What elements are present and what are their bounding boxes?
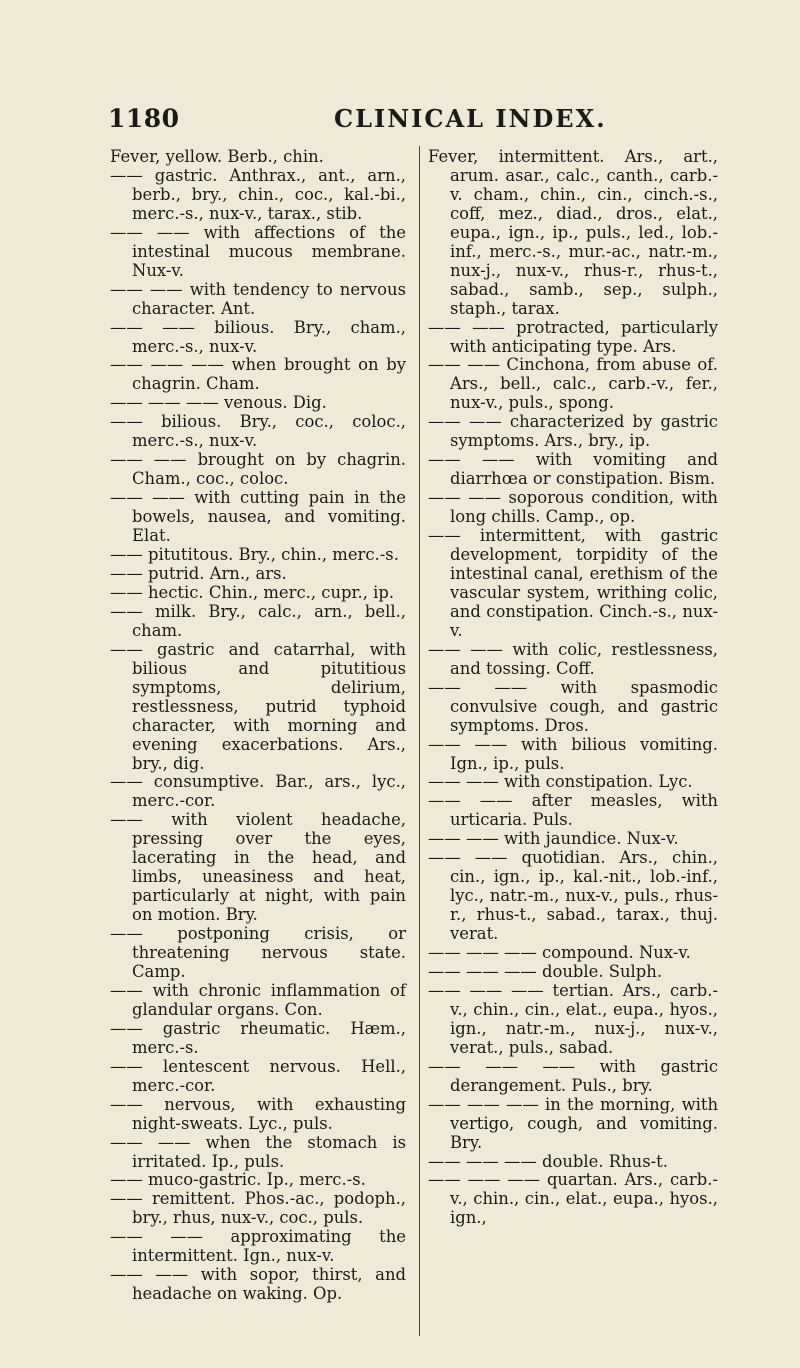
index-entry: —— —— with affections of the intestinal mucous membrane. Nux-v. bbox=[110, 222, 406, 280]
index-entry: —— —— brought on by chagrin. Cham., coc., coloc. bbox=[110, 450, 406, 489]
page-number: 1180 bbox=[108, 103, 180, 133]
index-entry: —— —— when the stomach is irritated. Ip., puls. bbox=[110, 1132, 406, 1171]
index-entry: —— intermittent, with gastric development, torpidity of the intestinal canal, erethism of the vascular system, writhing colic, and constipation. Cinch.-s., nux-v. bbox=[428, 526, 718, 640]
index-entry: —— —— —— with gastric derangement. Puls., bry. bbox=[428, 1056, 718, 1095]
index-entry: —— —— with spasmodic convulsive cough, and gastric symptoms. Dros. bbox=[428, 677, 718, 735]
index-entry: —— —— with bilious vomiting. Ign., ip., puls. bbox=[428, 734, 718, 773]
index-entry: —— —— approximating the intermittent. Ign., nux-v. bbox=[110, 1227, 406, 1266]
index-entry: —— —— with jaundice. Nux-v. bbox=[428, 829, 679, 849]
index-entry: —— —— with tendency to nervous character. Ant. bbox=[110, 279, 406, 318]
index-entry: —— milk. Bry., calc., arn., bell., cham. bbox=[110, 601, 406, 640]
index-entry: —— —— soporous condition, with long chills. Camp., op. bbox=[428, 488, 718, 527]
index-entry: —— remittent. Phos.-ac., podoph., bry., rhus, nux-v., coc., puls. bbox=[110, 1189, 406, 1228]
index-entry: —— hectic. Chin., merc., cupr., ip. bbox=[110, 582, 395, 602]
index-entry: —— with chronic inflammation of glandular organs. Con. bbox=[110, 980, 406, 1019]
index-entry: —— —— —— compound. Nux-v. bbox=[428, 943, 691, 963]
index-entry: Fever, intermittent. Ars., art., arum. asar., calc., canth., carb.-v. cham., chin., cin., cinch.-s., coff, mez., diad., dros., elat., eupa., ign., ip., puls., led., lob.-inf., merc.-s., mur.-ac., natr.-m., nux-j., nux-v., rhus-r., rhus-t., sabad., samb., sep., sulph., staph., tarax. bbox=[428, 147, 718, 318]
index-entry: —— —— quotidian. Ars., chin., cin., ign., ip., kal.-nit., lob.-inf., lyc., natr.-m., nux-v., puls., rhus-r., rhus-t., sabad., tarax., thuj. verat. bbox=[428, 848, 718, 944]
index-entry: —— —— —— double. Sulph. bbox=[428, 961, 663, 981]
index-entry: —— —— with colic, restlessness, and tossing. Coff. bbox=[428, 639, 718, 678]
index-entry: —— —— with vomiting and diarrhœa or constipation. Bism. bbox=[428, 450, 718, 489]
index-entry: —— muco-gastric. Ip., merc.-s. bbox=[110, 1170, 366, 1190]
index-entry: —— consumptive. Bar., ars., lyc., merc.-cor. bbox=[110, 772, 406, 811]
index-entry: —— bilious. Bry., coc., coloc., merc.-s., nux-v. bbox=[110, 412, 406, 451]
index-entry: —— —— —— in the morning, with vertigo, cough, and vomiting. Bry. bbox=[428, 1094, 718, 1152]
index-entry: —— postponing crisis, or threatening nervous state. Camp. bbox=[110, 924, 406, 981]
running-title: CLINICAL INDEX. bbox=[334, 103, 607, 133]
index-entry: —— —— —— tertian. Ars., carb.-v., chin., cin., elat., eupa., hyos., ign., natr.-m., nux-j., nux-v., verat., puls., sabad. bbox=[428, 980, 718, 1057]
index-entry: —— —— —— double. Rhus-t. bbox=[428, 1151, 668, 1171]
index-entry: —— —— —— quartan. Ars., carb.-v., chin., cin., elat., eupa., hyos., ign., bbox=[428, 1170, 718, 1228]
index-entry: —— —— with sopor, thirst, and headache on waking. Op. bbox=[110, 1265, 406, 1304]
index-entry: Fever, yellow. Berb., chin. bbox=[110, 147, 324, 166]
page-header bbox=[108, 98, 708, 138]
index-entry: —— gastric and catarrhal, with bilious and pitutitious symptoms, delirium, restlessness, putrid typhoid character, with morning and evening exacerbations. Ars., bry., dig. bbox=[110, 639, 406, 773]
index-entry: —— —— Cinchona, from abuse of. Ars., bell., calc., carb.-v., fer., nux-v., puls., spong. bbox=[428, 355, 718, 413]
column-divider bbox=[419, 146, 420, 1336]
index-entry: —— putrid. Arn., ars. bbox=[110, 563, 287, 583]
index-entry: —— —— protracted, particularly with anticipating type. Ars. bbox=[428, 317, 718, 356]
index-entry: —— gastric. Anthrax., ant., arn., berb., bry., chin., coc., kal.-bi., merc.-s., nux-v., tarax., stib. bbox=[110, 165, 406, 223]
index-entry: —— with violent headache, pressing over the eyes, lacerating in the head, and limbs, uneasiness and heat, particularly at night, with pain on motion. Bry. bbox=[110, 810, 406, 925]
index-entry: —— gastric rheumatic. Hæm., merc.-s. bbox=[110, 1018, 406, 1057]
right-column bbox=[428, 148, 718, 1228]
index-entry: —— —— after measles, with urticaria. Puls. bbox=[428, 791, 718, 830]
index-entry: —— —— with cutting pain in the bowels, nausea, and vomiting. Elat. bbox=[110, 488, 406, 546]
left-column bbox=[110, 148, 406, 1304]
index-entry: —— lentescent nervous. Hell., merc.-cor. bbox=[110, 1056, 406, 1095]
index-entry: —— nervous, with exhausting night-sweats. Lyc., puls. bbox=[110, 1094, 406, 1133]
index-entry: —— —— —— venous. Dig. bbox=[110, 393, 327, 413]
index-entry: —— —— bilious. Bry., cham., merc.-s., nux-v. bbox=[110, 317, 406, 356]
index-entry: —— —— —— when brought on by chagrin. Cham. bbox=[110, 355, 406, 394]
index-entry: —— pitutitous. Bry., chin., merc.-s. bbox=[110, 545, 399, 565]
index-entry: —— —— with constipation. Lyc. bbox=[428, 772, 693, 792]
index-entry: —— —— characterized by gastric symptoms. Ars., bry., ip. bbox=[428, 412, 718, 451]
